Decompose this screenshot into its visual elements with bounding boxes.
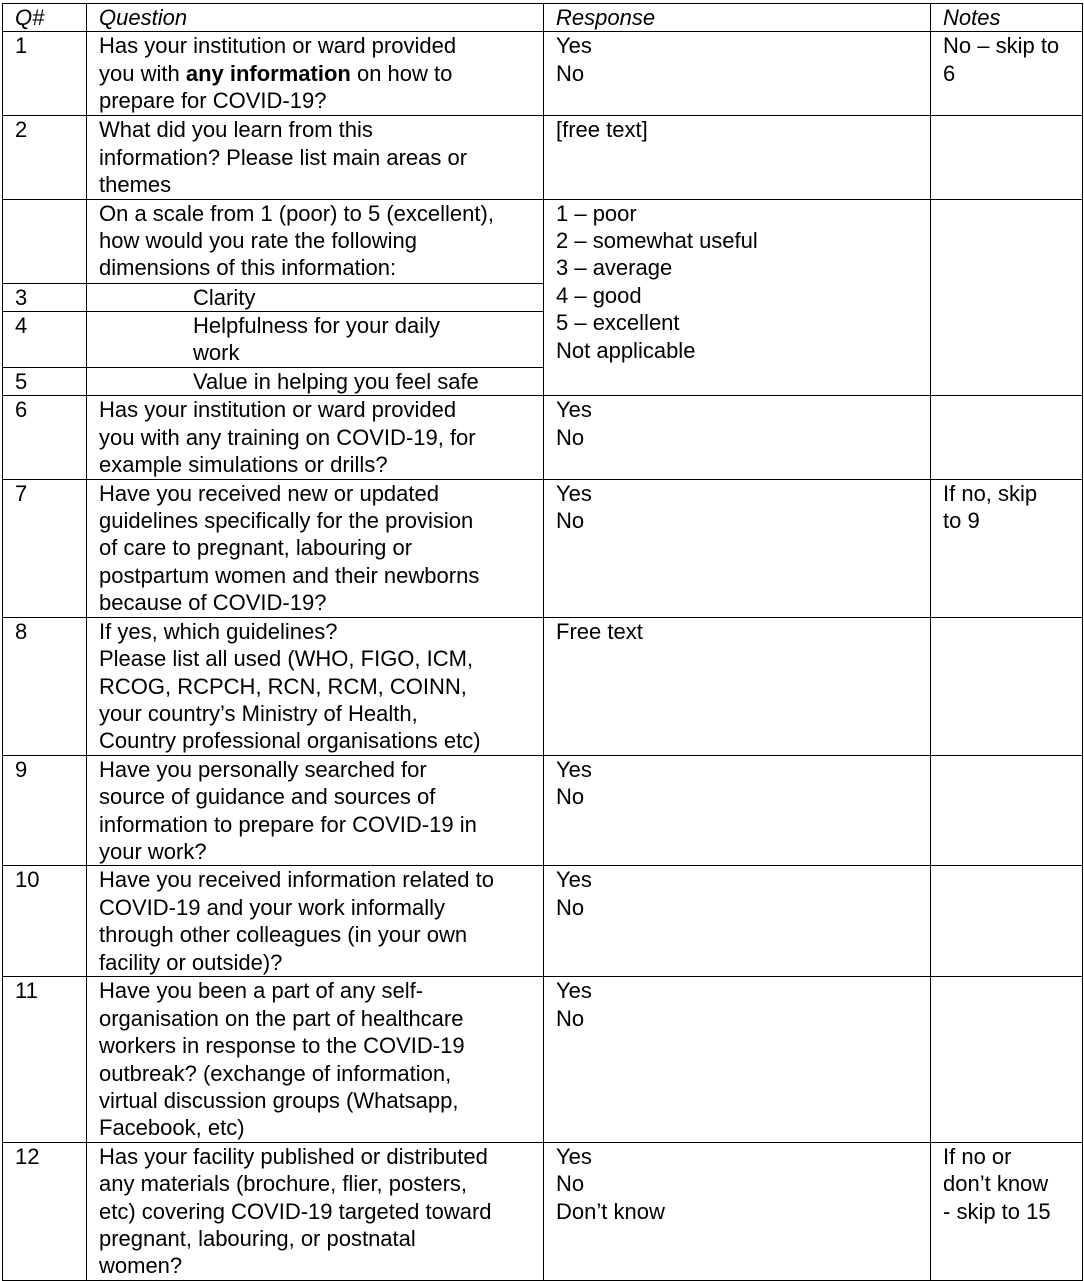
question-number: 2: [3, 116, 87, 199]
response-options: [free text]: [544, 116, 931, 199]
table-row: [3, 199, 1083, 283]
header-row: [3, 4, 1083, 32]
question-text: What did you learn from this information? Please list main areas or themes: [87, 116, 544, 199]
response-options: Yes No: [544, 396, 931, 479]
question-text: Have you received new or updated guidelines specifically for the provision of care to pregnant, labouring or postpartum women and their newborns because of COVID-19?: [87, 479, 544, 617]
question-number: 4: [3, 312, 87, 368]
question-number: [3, 199, 87, 283]
question-text: Has your facility published or distributed any materials (brochure, flier, posters, etc) covering COVID-19 targeted toward pregnant, labouring, or postnatal women?: [87, 1142, 544, 1280]
notes-cell: [931, 977, 1083, 1142]
question-text: Value in helping you feel safe: [87, 368, 544, 396]
questionnaire-table: [2, 3, 1083, 1281]
table-row: [3, 479, 1083, 617]
header-response: Response: [544, 4, 931, 32]
question-number: 3: [3, 283, 87, 311]
table-row: [3, 866, 1083, 977]
table-row: [3, 755, 1083, 866]
table-row: [3, 977, 1083, 1142]
question-text: Has your institution or ward provided you with any information on how to prepare for COVID-19?: [87, 32, 544, 116]
table-row: [3, 1142, 1083, 1280]
notes-cell: [931, 755, 1083, 866]
question-number: 7: [3, 479, 87, 617]
notes-cell: [931, 617, 1083, 755]
header-question: Question: [87, 4, 544, 32]
header-notes: Notes: [931, 4, 1083, 32]
response-options: Free text: [544, 617, 931, 755]
response-options: Yes No Don’t know: [544, 1142, 931, 1280]
question-number: 10: [3, 866, 87, 977]
notes-cell: No – skip to 6: [931, 32, 1083, 116]
response-options: Yes No: [544, 866, 931, 977]
question-number: 11: [3, 977, 87, 1142]
table-row: [3, 32, 1083, 116]
notes-cell: [931, 199, 1083, 396]
question-text: Helpfulness for your daily work: [87, 312, 544, 368]
notes-cell: If no or don’t know - skip to 15: [931, 1142, 1083, 1280]
question-number: 9: [3, 755, 87, 866]
question-text: If yes, which guidelines? Please list all used (WHO, FIGO, ICM, RCOG, RCPCH, RCN, RCM, COINN, your country’s Ministry of Health, Country professional organisations etc): [87, 617, 544, 755]
emphasis-text: any information: [185, 60, 351, 86]
question-text: Have you personally searched for source of guidance and sources of information to prepare for COVID-19 in your work?: [87, 755, 544, 866]
response-options: Yes No: [544, 479, 931, 617]
table-row: [3, 396, 1083, 479]
header-qnum: Q#: [3, 4, 87, 32]
notes-cell: [931, 866, 1083, 977]
response-options: 1 – poor 2 – somewhat useful 3 – average 4 – good 5 – excellent Not applicable: [544, 199, 931, 396]
table-row: [3, 617, 1083, 755]
response-options: Yes No: [544, 755, 931, 866]
notes-cell: If no, skip to 9: [931, 479, 1083, 617]
table-row: [3, 116, 1083, 199]
question-text: Have you been a part of any self- organisation on the part of healthcare workers in response to the COVID-19 outbreak? (exchange of information, virtual discussion groups (Whatsapp, Facebook, etc): [87, 977, 544, 1142]
question-number: 5: [3, 368, 87, 396]
question-number: 12: [3, 1142, 87, 1280]
response-options: Yes No: [544, 32, 931, 116]
question-text: Has your institution or ward provided you with any training on COVID-19, for example simulations or drills?: [87, 396, 544, 479]
question-text: Have you received information related to COVID-19 and your work informally through other colleagues (in your own facility or outside)?: [87, 866, 544, 977]
notes-cell: [931, 116, 1083, 199]
question-number: 8: [3, 617, 87, 755]
question-number: 1: [3, 32, 87, 116]
response-options: Yes No: [544, 977, 931, 1142]
question-text: On a scale from 1 (poor) to 5 (excellent), how would you rate the following dimensions of this information:: [87, 199, 544, 283]
question-number: 6: [3, 396, 87, 479]
question-text: Clarity: [87, 283, 544, 311]
notes-cell: [931, 396, 1083, 479]
